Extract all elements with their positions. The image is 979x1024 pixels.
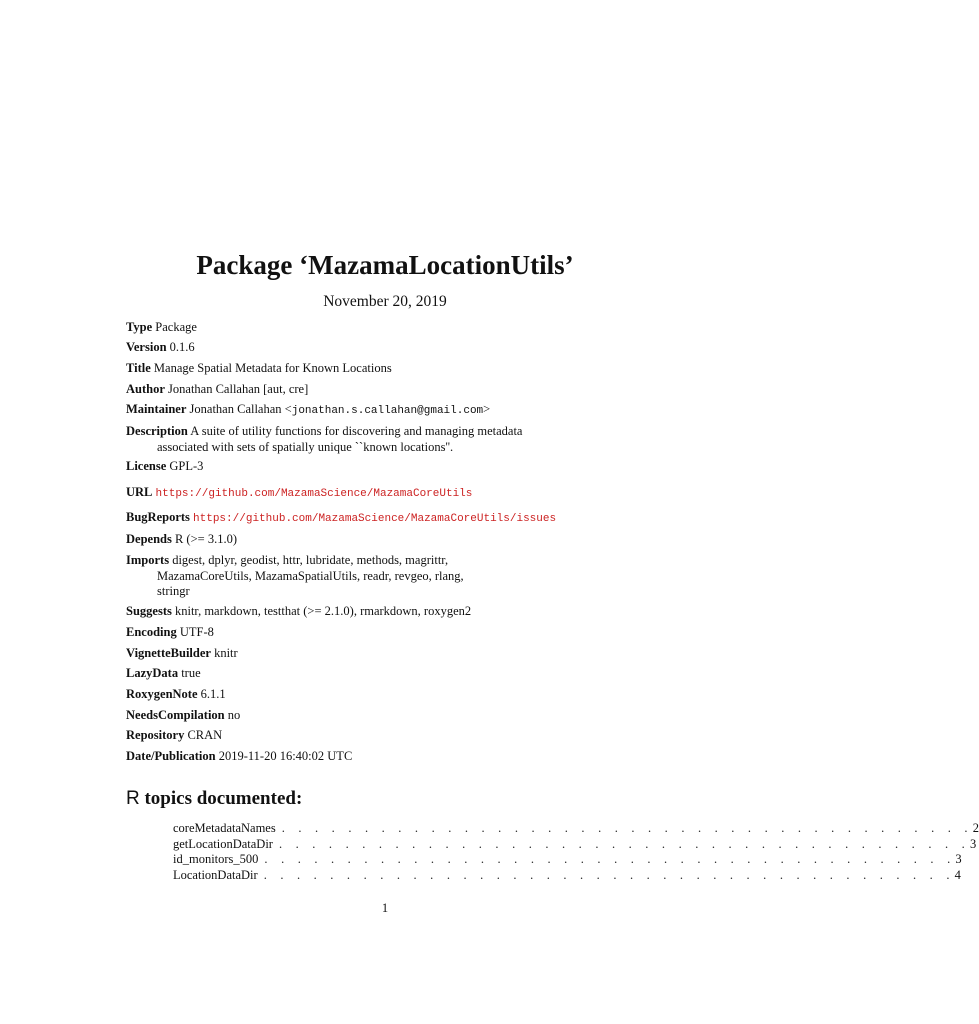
- field-encoding: [126, 625, 546, 641]
- field-label: License: [126, 459, 167, 473]
- toc-item-page: 3: [955, 852, 962, 867]
- field-publication: [126, 749, 546, 765]
- field-label: Date/Publication: [126, 749, 216, 763]
- field-value: 0.1.6: [169, 340, 195, 354]
- toc-item-page: 3: [969, 836, 977, 851]
- field-value: Package: [155, 320, 197, 334]
- topics-list: [173, 821, 979, 883]
- field-value-line1: digest, dplyr, geodist, httr, lubridate, methods, magrittr,: [172, 553, 449, 567]
- field-value: knitr: [214, 646, 238, 660]
- field-value: GPL-3: [169, 459, 204, 473]
- field-description: [126, 424, 546, 455]
- field-author: [126, 382, 546, 398]
- field-depends: [126, 532, 546, 548]
- field-label: Maintainer: [126, 402, 187, 416]
- field-label: Suggests: [126, 604, 172, 618]
- field-label: Title: [126, 361, 151, 375]
- field-value: R (>= 3.1.0): [174, 532, 237, 546]
- field-label: Description: [126, 424, 188, 438]
- field-suggests: [126, 604, 586, 620]
- field-label: LazyData: [126, 666, 179, 680]
- field-label: BugReports: [126, 510, 190, 524]
- field-label: Depends: [126, 532, 172, 546]
- field-label: Version: [126, 340, 167, 354]
- field-title: [126, 361, 546, 377]
- toc-item-name: id_monitors_500: [173, 852, 259, 867]
- toc-item[interactable]: [173, 821, 979, 837]
- field-value: CRAN: [187, 728, 223, 742]
- package-date: November 20, 2019: [323, 293, 447, 310]
- url-link[interactable]: https://github.com/MazamaScience/MazamaCoreUtils: [155, 488, 473, 500]
- field-value-line2: associated with sets of spatially unique ``known locations''.: [157, 439, 454, 454]
- toc-item[interactable]: [173, 836, 977, 853]
- field-needscompilation: [126, 708, 546, 724]
- field-value: 6.1.1: [200, 687, 226, 701]
- field-value: Manage Spatial Metadata for Known Locations: [153, 361, 392, 375]
- field-label: Imports: [126, 553, 170, 567]
- toc-item[interactable]: [173, 867, 961, 884]
- toc-item[interactable]: [173, 852, 962, 868]
- field-label: NeedsCompilation: [126, 708, 225, 722]
- r-glyph: R: [126, 788, 140, 809]
- field-value: true: [181, 666, 201, 680]
- field-value-line3: stringr: [157, 584, 190, 598]
- field-label: Type: [126, 320, 153, 334]
- field-label: URL: [126, 485, 153, 499]
- field-roxygennote: [126, 687, 546, 703]
- field-url: [126, 485, 626, 503]
- field-value: no: [227, 708, 241, 722]
- field-lazydata: [126, 666, 546, 682]
- field-type: [126, 320, 546, 336]
- toc-leader-dots: . . . . . . . . . . . . . . . . . . . . . . . . . . . . . . . . . . . . . . . . . .: [278, 836, 970, 851]
- field-maintainer: [126, 402, 586, 420]
- field-value-prefix: Jonathan Callahan <: [189, 402, 292, 416]
- field-bugreports: [126, 510, 646, 528]
- field-value-line2: MazamaCoreUtils, MazamaSpatialUtils, readr, revgeo, rlang,: [157, 568, 464, 583]
- topics-heading-text: topics documented:: [144, 788, 303, 809]
- field-value-suffix: >: [483, 402, 491, 416]
- field-vignettebuilder: [126, 646, 546, 662]
- field-repository: [126, 728, 546, 744]
- field-label: Author: [126, 382, 165, 396]
- field-label: Encoding: [126, 625, 177, 639]
- field-value: 2019-11-20 16:40:02 UTC: [218, 749, 353, 763]
- field-label: Repository: [126, 728, 185, 742]
- toc-leader-dots: . . . . . . . . . . . . . . . . . . . . . . . . . . . . . . . . . . . . . . . . . .: [263, 867, 955, 882]
- field-value: UTF-8: [179, 625, 214, 639]
- field-value: Jonathan Callahan [aut, cre]: [168, 382, 309, 396]
- toc-leader-dots: . . . . . . . . . . . . . . . . . . . . . . . . . . . . . . . . . . . . . . . . . .: [264, 852, 956, 867]
- toc-item-name: getLocationDataDir: [173, 836, 273, 851]
- package-title: Package ‘MazamaLocationUtils’: [196, 250, 574, 280]
- toc-item-name: coreMetadataNames: [173, 821, 276, 835]
- toc-item-page: 2: [972, 821, 979, 835]
- field-version: [126, 340, 546, 356]
- maintainer-email: jonathan.s.callahan@gmail.com: [291, 405, 484, 417]
- page-number: 1: [381, 901, 389, 915]
- bugreports-link[interactable]: https://github.com/MazamaScience/MazamaCoreUtils/issues: [193, 513, 557, 525]
- toc-item-page: 4: [954, 867, 961, 882]
- field-label: RoxygenNote: [126, 687, 198, 701]
- field-imports: [126, 553, 546, 600]
- field-value-line1: A suite of utility functions for discovering and managing metadata: [190, 424, 523, 438]
- field-license: [126, 459, 546, 475]
- topics-heading: [126, 788, 302, 810]
- field-label: VignetteBuilder: [126, 646, 211, 660]
- field-value: knitr, markdown, testthat (>= 2.1.0), rmarkdown, roxygen2: [174, 604, 472, 618]
- toc-item-name: LocationDataDir: [173, 867, 258, 882]
- toc-leader-dots: . . . . . . . . . . . . . . . . . . . . . . . . . . . . . . . . . . . . . . . . . .: [281, 821, 973, 835]
